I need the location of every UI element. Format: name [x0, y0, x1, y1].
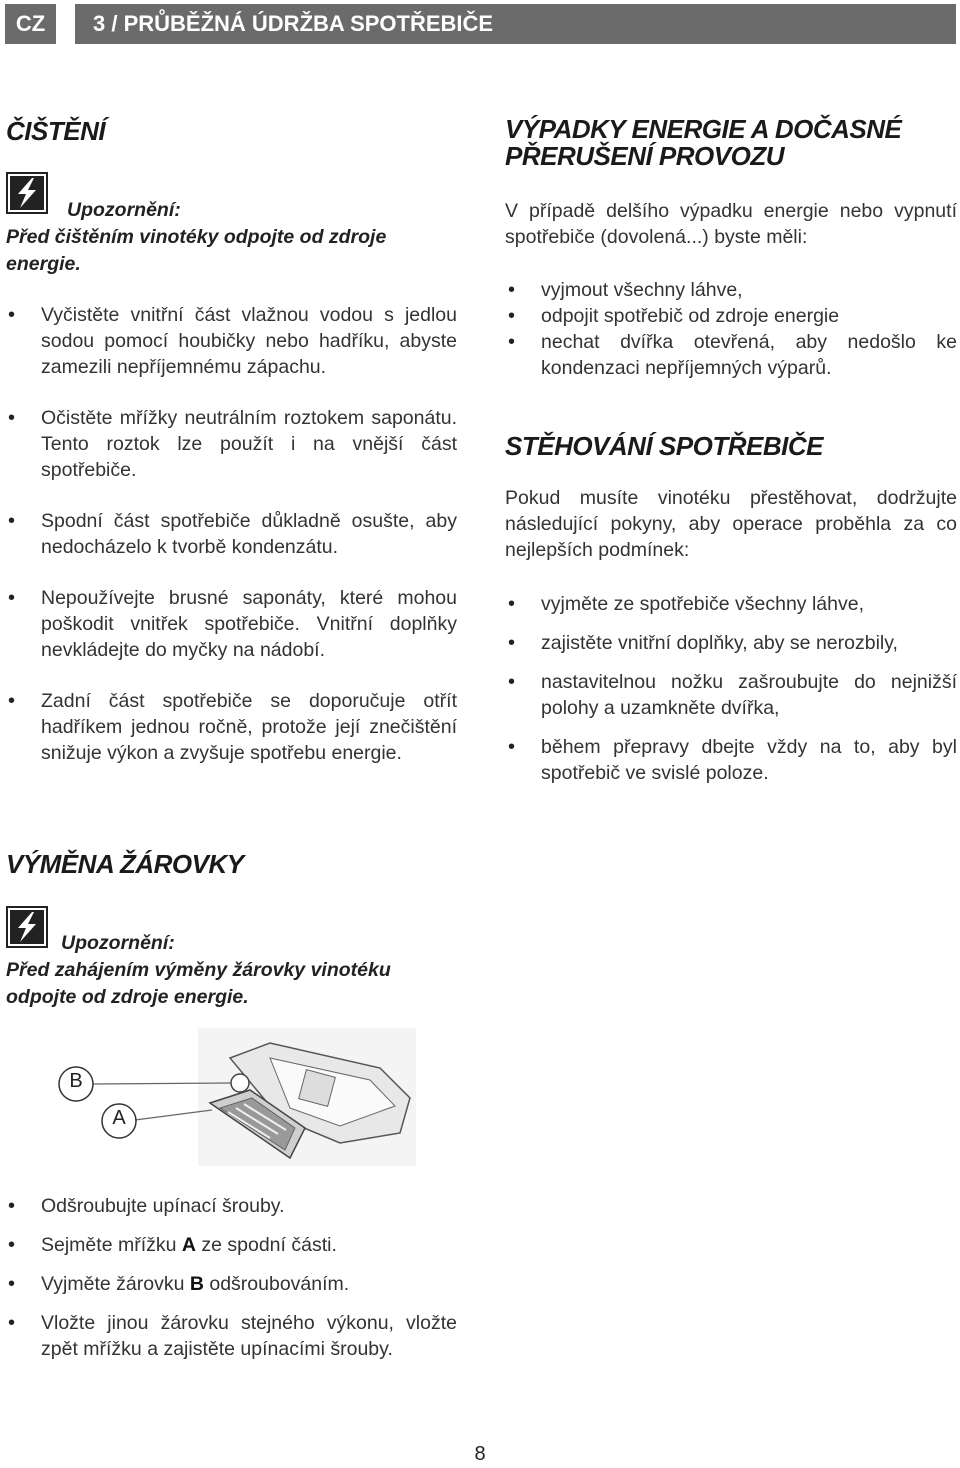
- section-header: 3 / PRŮBĚŽNÁ ÚDRŽBA SPOTŘEBIČE: [75, 4, 956, 44]
- cleaning-heading: ČIŠTĚNÍ: [6, 116, 106, 146]
- list-item-text: Sejměte mřížku: [41, 1234, 182, 1256]
- list-item: [8, 1271, 457, 1297]
- power-heading-line2: PŘERUŠENÍ PROVOZU: [505, 141, 784, 171]
- page-number: 8: [474, 1443, 486, 1465]
- cleaning-warning-text: Před čištěním vinotéky odpojte od zdroje energie.: [6, 226, 387, 275]
- figure-label-b: B: [69, 1070, 83, 1092]
- list-item: • Zadní část spotřebiče se doporučuje otřít hadříkem jednou ročně, protože její znečištění snižuje výkon a zvyšuje spotřebu energie.: [8, 688, 457, 766]
- list-item-text: Vyjměte žárovku: [41, 1273, 190, 1295]
- bulb-list: [8, 1193, 457, 1362]
- list-item-text: odšroubováním.: [203, 1273, 350, 1295]
- list-item: • Odšroubujte upínací šrouby.: [8, 1193, 457, 1219]
- electrical-warning-icon: [6, 906, 48, 948]
- power-list: [508, 277, 957, 381]
- list-item: • zajistěte vnitřní doplňky, aby se nerozbily,: [508, 630, 957, 656]
- list-item: • během přepravy dbejte vždy na to, aby byl spotřebič ve svislé poloze.: [508, 734, 957, 786]
- list-item: [8, 1232, 457, 1258]
- cleaning-warning-label: Upozornění:: [67, 199, 181, 221]
- bulb-replacement-figure: [40, 1028, 420, 1168]
- list-item: • nastavitelnou nožku zašroubujte do nejnižší polohy a uzamkněte dvířka,: [508, 669, 957, 721]
- list-item: • odpojit spotřebič od zdroje energie: [508, 303, 957, 329]
- cleaning-list: [8, 302, 457, 766]
- list-item: • Vložte jinou žárovku stejného výkonu, vložte zpět mřížku a zajistěte upínacími šrouby.: [8, 1310, 457, 1362]
- electrical-warning-icon: [6, 172, 48, 214]
- list-item: • Vyčistěte vnitřní část vlažnou vodou s jedlou sodou pomocí houbičky nebo hadříku, abyste zamezili nepříjemnému zápachu.: [8, 302, 457, 380]
- moving-heading: STĚHOVÁNÍ SPOTŘEBIČE: [505, 431, 823, 461]
- list-item: • Očistěte mřížky neutrálním roztokem saponátu. Tento roztok lze použít i na vnější část spotřebiče.: [8, 405, 457, 483]
- moving-intro: Pokud musíte vinotéku přestěhovat, dodržujte následující pokyny, aby operace proběhla za co nejlepších podmínek:: [505, 487, 957, 561]
- bulb-reference: B: [189, 1273, 204, 1295]
- list-item: • vyjměte ze spotřebiče všechny láhve,: [508, 591, 957, 617]
- moving-list: [508, 591, 957, 786]
- power-intro: V případě delšího výpadku energie nebo vypnutí spotřebiče (dovolená...) byste měli:: [505, 200, 957, 248]
- list-item: • nechat dvířka otevřená, aby nedošlo ke kondenzaci nepříjemných výparů.: [508, 329, 957, 381]
- list-item: • Nepoužívejte brusné saponáty, které mohou poškodit vnitřek spotřebiče. Vnitřní doplňky nevkládejte do myčky na nádobí.: [8, 585, 457, 663]
- power-heading-line1: VÝPADKY ENERGIE A DOČASNÉ: [505, 114, 902, 144]
- power-heading: [505, 116, 901, 170]
- bulb-warning-text: Před zahájením výměny žárovky vinotéku odpojte od zdroje energie.: [6, 959, 391, 1008]
- figure-label-a: A: [112, 1107, 126, 1129]
- list-item: • Spodní část spotřebiče důkladně osušte, aby nedocházelo k tvorbě kondenzátu.: [8, 508, 457, 560]
- grille-reference: A: [181, 1234, 196, 1256]
- bulb-heading: VÝMĚNA ŽÁROVKY: [6, 849, 244, 879]
- bulb-warning-label: Upozornění:: [61, 932, 175, 954]
- list-item: • vyjmout všechny láhve,: [508, 277, 957, 303]
- language-tab: CZ: [5, 4, 56, 44]
- list-item-text: ze spodní části.: [195, 1234, 337, 1256]
